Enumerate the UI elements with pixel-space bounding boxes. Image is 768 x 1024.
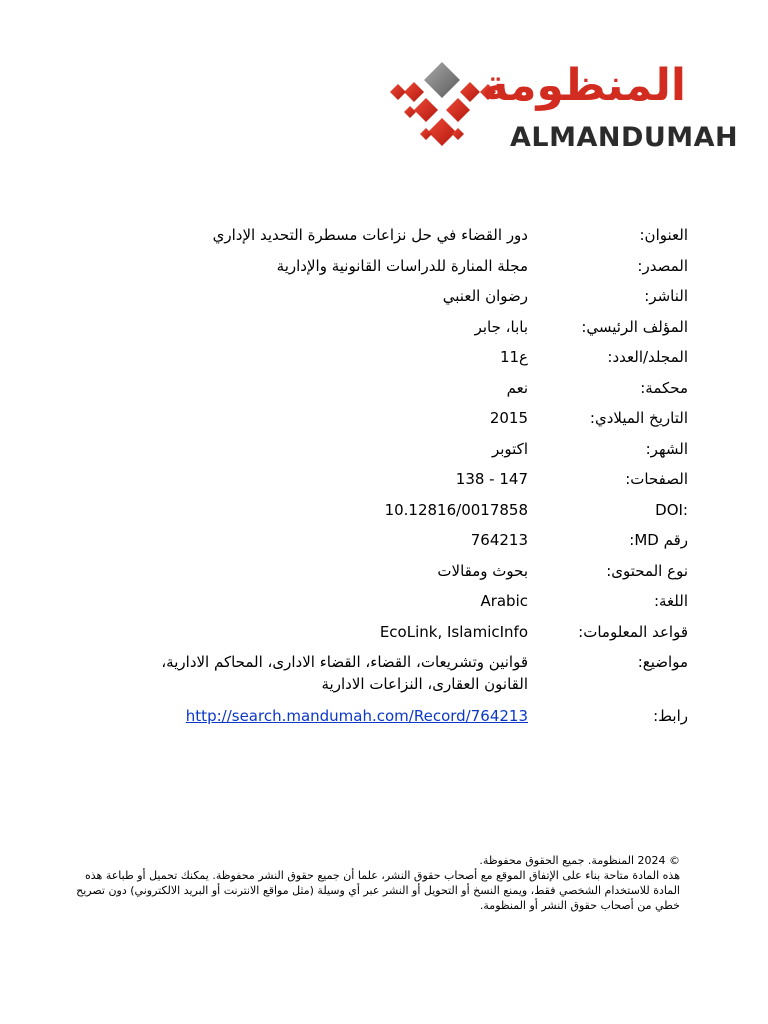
field-md-number [160,527,688,558]
rights-notice: هذه المادة متاحة بناء على الإتفاق الموقع مع أصحاب حقوق النشر، علما أن جميع حقوق النشر محفوظة. يمكنك تحميل أو طباعة هذه المادة للاستخدام الشخصي فقط، ويمنع النسخ أو التحويل أو النشر عبر أي وسيلة (مثل مواقع الانترنت أو البريد الالكتروني) دون تصريح خطي من أصحاب حقوق النشر أو المنظومة. [76,869,680,912]
field-value: 2015 [489,409,528,427]
copyright-footer [60,853,680,913]
record-metadata [160,222,688,734]
field-doi [160,497,688,528]
field-label: نوع المحتوى: [606,561,688,580]
field-label: التاريخ الميلادي: [589,409,688,427]
field-month [160,436,688,467]
field-author [160,314,688,345]
field-language [160,588,688,619]
field-label: الناشر: [644,287,688,305]
logo-english-text: ALMANDUMAH [510,122,739,153]
field-label: مواضيع: [637,653,688,671]
field-label: الشهر: [645,439,688,458]
field-label: المجلد/العدد: [607,348,688,366]
field-content-type [160,558,688,589]
field-value: Arabic [480,592,528,610]
field-title [160,222,688,253]
field-value: نعم [506,378,528,397]
field-year [160,405,688,436]
logo-arabic-text: المنظومة [482,60,686,111]
field-label: المؤلف الرئيسي: [581,317,688,336]
field-value: دور القضاء في حل نزاعات مسطرة التحديد الإداري [212,226,528,244]
field-databases [160,619,688,650]
field-value: مجلة المنارة للدراسات القانونية والإدارية [276,256,528,275]
field-value: EcoLink, IslamicInfo [379,622,528,641]
field-value: قوانين وتشريعات، القضاء، القضاء الادارى، المحاكم الادارية، القانون العقارى، النزاعات الادارية [161,653,528,693]
field-label: DOI: [655,500,688,519]
copyright-line: © 2024 المنظومة. جميع الحقوق محفوظة. [479,854,680,867]
field-subjects [160,649,688,703]
almandumah-logo [386,60,739,160]
field-label: محكمة: [640,378,688,397]
field-link [160,703,688,734]
field-pages [160,466,688,497]
field-value: 138 - 147 [455,470,528,488]
field-value: بحوث ومقالات [437,561,528,580]
field-refereed [160,375,688,406]
field-value: رضوان العنبي [442,287,528,305]
field-label: رقم MD: [629,531,688,549]
field-value: 10.12816/0017858 [384,500,528,519]
field-label: قواعد المعلومات: [578,622,688,641]
field-value: 764213 [470,531,528,549]
field-value: اكتوبر [491,439,528,458]
field-value: ع11 [499,348,528,366]
field-publisher [160,283,688,314]
field-volume [160,344,688,375]
field-label: الصفحات: [625,470,688,488]
record-link[interactable]: http://search.mandumah.com/Record/764213 [185,707,528,725]
field-label: رابط: [653,707,688,725]
field-label: اللغة: [653,592,688,610]
field-source [160,253,688,284]
field-label: المصدر: [637,256,688,275]
field-value: بابا، جابر [474,317,528,336]
field-label: العنوان: [639,226,688,244]
